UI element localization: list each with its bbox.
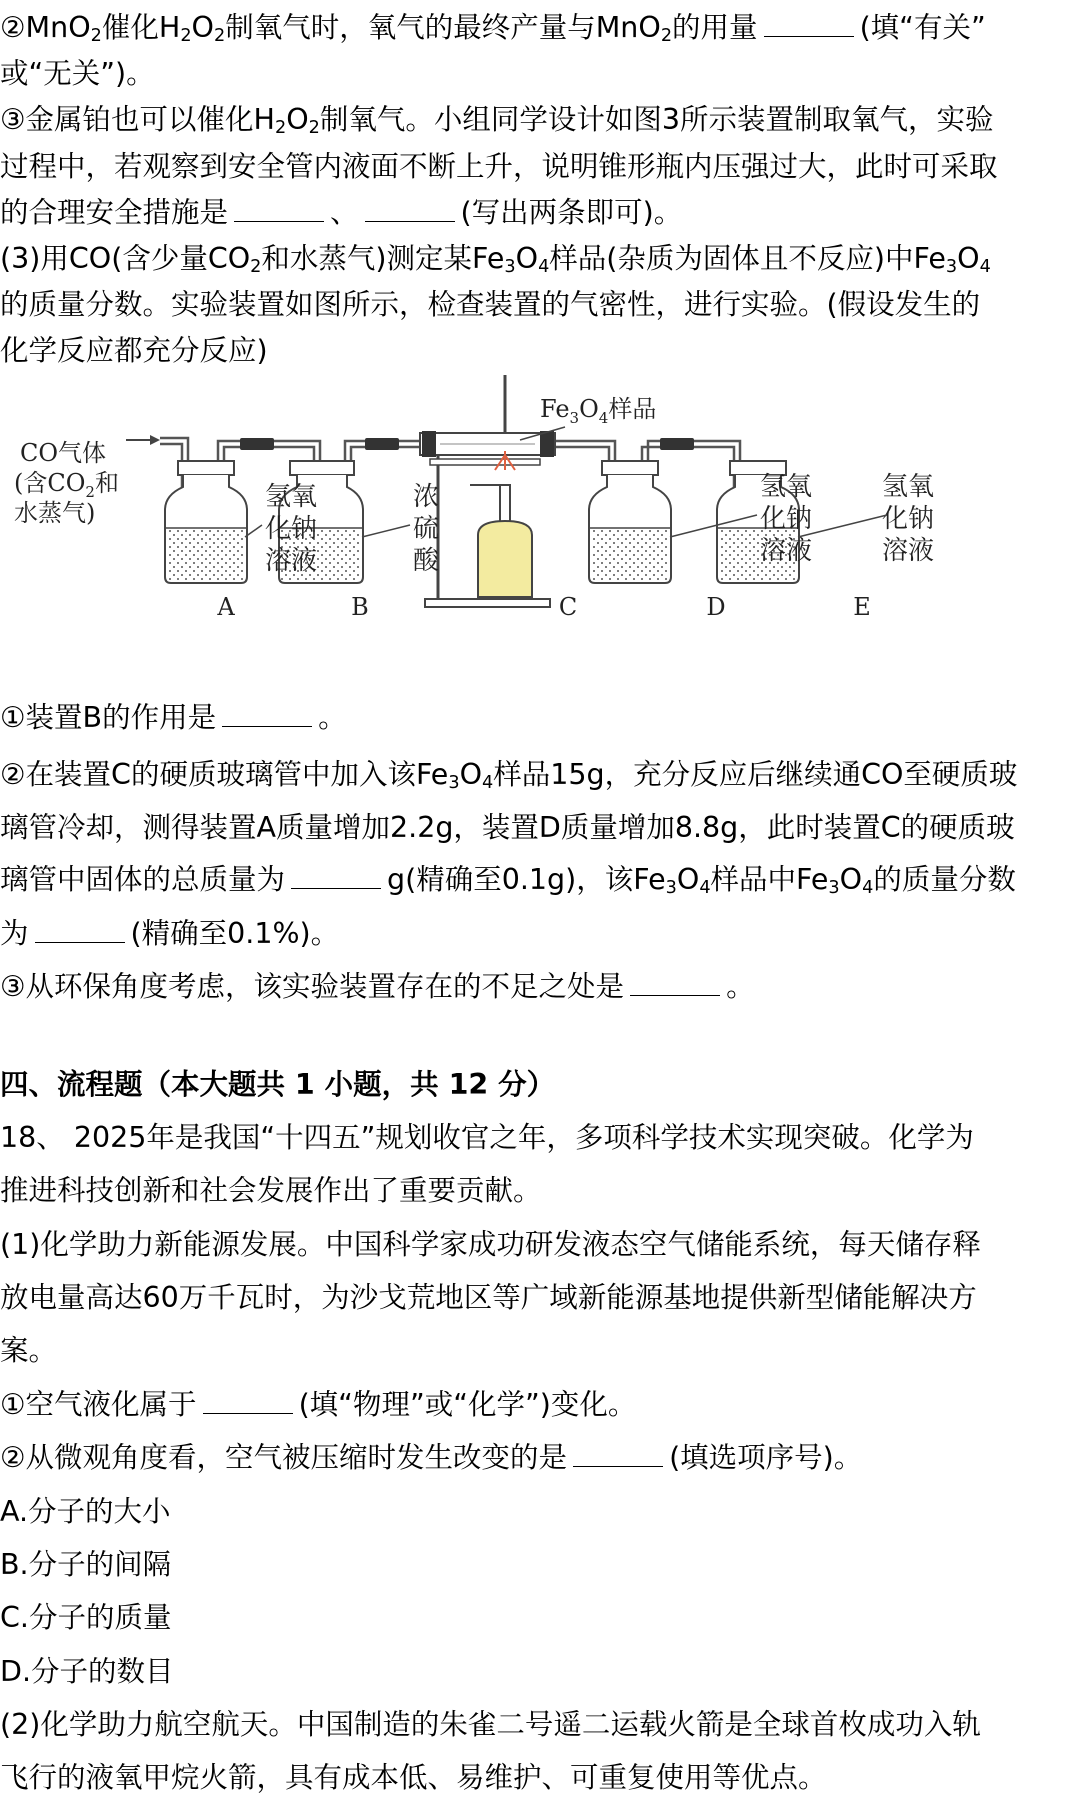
p1-line-2: 或“无关”)。 xyxy=(0,57,155,90)
inlet-arrow xyxy=(126,435,160,445)
answer-blank[interactable] xyxy=(764,10,854,37)
apparatus-c xyxy=(420,375,555,607)
bottle-a xyxy=(165,461,247,583)
answer-blank[interactable] xyxy=(630,969,720,996)
svg-text:溶液: 溶液 xyxy=(881,536,935,566)
sample-label: $Fe_3O_4$样品 xyxy=(540,395,657,427)
q2-line-2: 璃管冷却，测得装置A质量增加2.2g，装置D质量增加8.8g，此时装置C的硬质玻 xyxy=(0,811,1015,844)
gas-label: CO气体 xyxy=(20,439,107,467)
q18-line-7: 飞行的液氧甲烷火箭，具有成本低、易维护、可重复使用等优点。 xyxy=(0,1761,827,1794)
q18-line-3: (1)化学助力新能源发展。中国科学家成功研发液态空气储能系统，每天储存释 xyxy=(0,1228,981,1261)
q2-line-1: ②在装置C的硬质玻璃管中加入该$Fe_3O_4$样品15g，充分反应后继续通CO至硬质玻 xyxy=(0,758,1018,793)
svg-text:D: D xyxy=(706,593,726,621)
apparatus-figure xyxy=(0,395,940,625)
svg-text:水蒸气): 水蒸气) xyxy=(14,499,96,527)
svg-text:C: C xyxy=(558,593,578,621)
q18-line-5: 案。 xyxy=(0,1334,58,1367)
q18-line-4: 放电量高达60万千瓦时，为沙戈荒地区等广域新能源基地提供新型储能解决方 xyxy=(0,1281,977,1314)
q18-line-1: 18、 2025年是我国“十四五”规划收官之年，多项科学技术实现突破。化学为 xyxy=(0,1121,974,1154)
p2-line-1: ③金属铂也可以催化$H_2O_2$制氧气。小组同学设计如图3所示装置制取氧气，实验 xyxy=(0,103,994,138)
p2-line-3: 的合理安全措施是 、 (写出两条即可)。 xyxy=(0,196,683,229)
answer-blank[interactable] xyxy=(35,916,125,943)
q18-sub-2: ②从微观角度看，空气被压缩时发生改变的是 (填选项序号)。 xyxy=(0,1441,863,1474)
svg-text:氢氧: 氢氧 xyxy=(265,482,318,512)
q3-line: ③从环保角度考虑，该实验装置存在的不足之处是 。 xyxy=(0,970,755,1003)
q1-line: ①装置B的作用是 。 xyxy=(0,701,347,734)
q2-line-3: 璃管中固体的总质量为 g(精确至0.1g)，该$Fe_3O_4$样品中$Fe_3O_4$的质量分数 xyxy=(0,863,1016,898)
answer-blank[interactable] xyxy=(203,1387,293,1414)
bottle-d xyxy=(589,461,671,583)
answer-blank[interactable] xyxy=(365,195,455,222)
p2-line-2: 过程中，若观察到安全管内液面不断上升，说明锥形瓶内压强过大，此时可采取 xyxy=(0,150,998,183)
svg-text:B: B xyxy=(351,593,369,621)
svg-text:E: E xyxy=(853,593,871,621)
svg-text:氢氧: 氢氧 xyxy=(881,472,935,502)
svg-text:A: A xyxy=(217,593,235,621)
svg-text:硫: 硫 xyxy=(413,514,440,544)
section-heading: 四、流程题（本大题共 1 小题，共 12 分） xyxy=(0,1068,556,1101)
svg-text:化钠: 化钠 xyxy=(265,514,318,544)
q18-line-2: 推进科技创新和社会发展作出了重要贡献。 xyxy=(0,1174,542,1207)
q2-line-4: 为 (精确至0.1%)。 xyxy=(0,917,340,950)
p3-line-1: (3)用CO(含少量$CO_2$和水蒸气)测定某$Fe_3O_4$样品(杂质为固体且不反应)中$Fe_3O_4$ xyxy=(0,242,991,277)
svg-text:浓: 浓 xyxy=(413,482,440,512)
svg-text:溶液: 溶液 xyxy=(265,546,318,576)
p1-line-1: ②MnO$_2$催化$H_2O_2$制氧气时，氧气的最终产量与MnO$_2$的用量 (填“有关” xyxy=(0,11,986,46)
answer-blank[interactable] xyxy=(234,195,324,222)
p3-line-3: 化学反应都充分反应) xyxy=(0,334,268,367)
svg-text:化钠: 化钠 xyxy=(881,504,935,534)
option-d[interactable]: D.分子的数目 xyxy=(0,1655,174,1688)
option-b[interactable]: B.分子的间隔 xyxy=(0,1548,172,1581)
svg-text:氢氧: 氢氧 xyxy=(760,472,813,502)
option-a[interactable]: A.分子的大小 xyxy=(0,1495,171,1528)
q18-line-6: (2)化学助力航空航天。中国制造的朱雀二号遥二运载火箭是全球首枚成功入轨 xyxy=(0,1708,981,1741)
svg-text:化钠: 化钠 xyxy=(760,504,813,534)
answer-blank[interactable] xyxy=(222,700,312,727)
svg-text:酸: 酸 xyxy=(413,546,440,576)
svg-text:(含CO2和: (含$CO_2$和 xyxy=(14,469,119,501)
q18-sub-1: ①空气液化属于 (填“物理”或“化学”)变化。 xyxy=(0,1388,637,1421)
option-c[interactable]: C.分子的质量 xyxy=(0,1601,172,1634)
svg-text:溶液: 溶液 xyxy=(760,536,813,566)
answer-blank[interactable] xyxy=(573,1440,663,1467)
answer-blank[interactable] xyxy=(291,862,381,889)
p3-line-2: 的质量分数。实验装置如图所示，检查装置的气密性，进行实验。(假设发生的 xyxy=(0,288,981,321)
